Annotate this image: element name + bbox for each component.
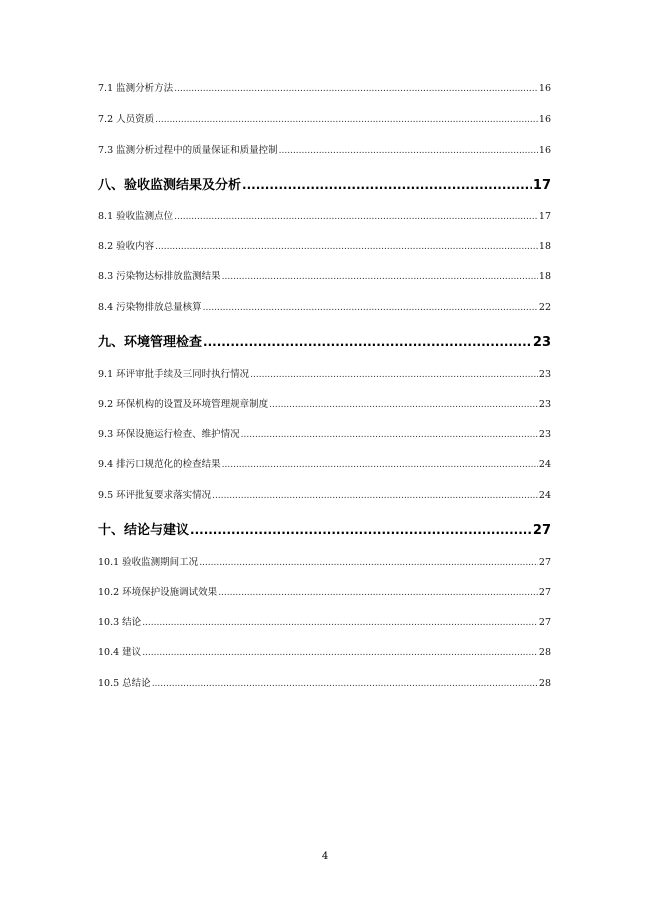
- toc-entry-title: 9.5 环评批复要求落实情况: [98, 490, 212, 501]
- toc-entry[interactable]: [98, 487, 551, 501]
- toc-entry-title: 9.1 环评审批手续及三同时执行情况: [98, 369, 250, 380]
- toc-entry-title: 10.4 建议: [98, 647, 142, 658]
- toc-leader-dots: [203, 303, 538, 313]
- toc-entry-page: 23: [538, 429, 551, 440]
- toc-chapter-entry[interactable]: [98, 174, 551, 193]
- toc-leader-dots: [242, 178, 532, 192]
- toc-entry[interactable]: [98, 268, 551, 282]
- toc-entry[interactable]: [98, 80, 551, 94]
- toc-entry-page: 23: [538, 369, 551, 380]
- toc-leader-dots: [222, 272, 538, 282]
- toc-chapter-entry[interactable]: [98, 519, 551, 538]
- toc-chapter-entry[interactable]: [98, 331, 551, 350]
- toc-leader-dots: [212, 491, 538, 501]
- toc-leader-dots: [190, 523, 532, 537]
- toc-entry[interactable]: [98, 614, 551, 628]
- toc-entry[interactable]: [98, 396, 551, 410]
- toc-leader-dots: [152, 679, 538, 689]
- toc-entry-page: 17: [538, 211, 551, 222]
- toc-entry-title: 8.4 污染物排放总量核算: [98, 302, 202, 313]
- toc-entry[interactable]: [98, 426, 551, 440]
- toc-entry-page: 18: [538, 271, 551, 282]
- toc-entry-page: 22: [538, 302, 551, 313]
- toc-leader-dots: [174, 212, 538, 222]
- toc-leader-dots: [250, 370, 538, 380]
- toc-entry-title: 9.4 排污口规范化的检查结果: [98, 459, 221, 470]
- toc-leader-dots: [174, 84, 538, 94]
- toc-entry-title: 7.1 监测分析方法: [98, 83, 174, 94]
- toc-entry[interactable]: [98, 111, 551, 125]
- toc-entry[interactable]: [98, 238, 551, 252]
- toc-leader-dots: [218, 588, 538, 598]
- toc-entry[interactable]: [98, 675, 551, 689]
- toc-leader-dots: [203, 335, 532, 349]
- toc-entry-title: 8.3 污染物达标排放监测结果: [98, 271, 221, 282]
- toc-leader-dots: [241, 430, 538, 440]
- toc-entry-page: 28: [538, 678, 551, 689]
- toc-entry-page: 28: [538, 647, 551, 658]
- toc-entry-page: 18: [538, 241, 551, 252]
- toc-entry-title: 10.5 总结论: [98, 678, 151, 689]
- toc-entry-page: 24: [538, 490, 551, 501]
- toc-entry-title: 8.2 验收内容: [98, 241, 155, 252]
- toc-entry-title: 9.2 环保机构的设置及环境管理规章制度: [98, 399, 269, 410]
- toc-entry[interactable]: [98, 644, 551, 658]
- toc-entry-title: 10.2 环境保护设施调试效果: [98, 587, 218, 598]
- toc-entry[interactable]: [98, 456, 551, 470]
- toc-leader-dots: [199, 558, 538, 568]
- toc-leader-dots: [222, 460, 538, 470]
- toc-entry-page: 16: [538, 83, 551, 94]
- toc-entry-page: 16: [538, 114, 551, 125]
- toc-entry[interactable]: [98, 554, 551, 568]
- toc-entry[interactable]: [98, 299, 551, 313]
- toc-leader-dots: [142, 618, 538, 628]
- toc-leader-dots: [279, 146, 538, 156]
- toc-leader-dots: [269, 400, 538, 410]
- toc-entry-title: 9.3 环保设施运行检查、维护情况: [98, 429, 240, 440]
- page-number: 4: [321, 851, 329, 862]
- toc-entry[interactable]: [98, 208, 551, 222]
- toc-entry-page: 27: [538, 557, 551, 568]
- toc-entry-page: 16: [538, 145, 551, 156]
- toc-entry-title: 十、结论与建议: [98, 523, 190, 538]
- toc-entry[interactable]: [98, 142, 551, 156]
- toc-entry[interactable]: [98, 366, 551, 380]
- toc-entry-title: 八、验收监测结果及分析: [98, 178, 242, 193]
- toc-leader-dots: [142, 648, 538, 658]
- toc-entry[interactable]: [98, 584, 551, 598]
- toc-entry-page: 27: [538, 587, 551, 598]
- toc-entry-page: 27: [538, 617, 551, 628]
- toc-leader-dots: [155, 115, 538, 125]
- toc-entry-page: 27: [532, 523, 551, 538]
- toc-entry-title: 7.3 监测分析过程中的质量保证和质量控制: [98, 145, 278, 156]
- toc-entry-page: 23: [538, 399, 551, 410]
- toc-entry-title: 8.1 验收监测点位: [98, 211, 174, 222]
- toc-entry-title: 九、环境管理检查: [98, 335, 203, 350]
- toc-entry-title: 10.3 结论: [98, 617, 142, 628]
- toc-entry-title: 10.1 验收监测期间工况: [98, 557, 199, 568]
- toc-entry-page: 24: [538, 459, 551, 470]
- toc-entry-page: 17: [532, 178, 551, 193]
- toc-leader-dots: [155, 242, 538, 252]
- toc-entry-title: 7.2 人员资质: [98, 114, 155, 125]
- toc-entry-page: 23: [532, 335, 551, 350]
- table-of-contents: [98, 0, 551, 919]
